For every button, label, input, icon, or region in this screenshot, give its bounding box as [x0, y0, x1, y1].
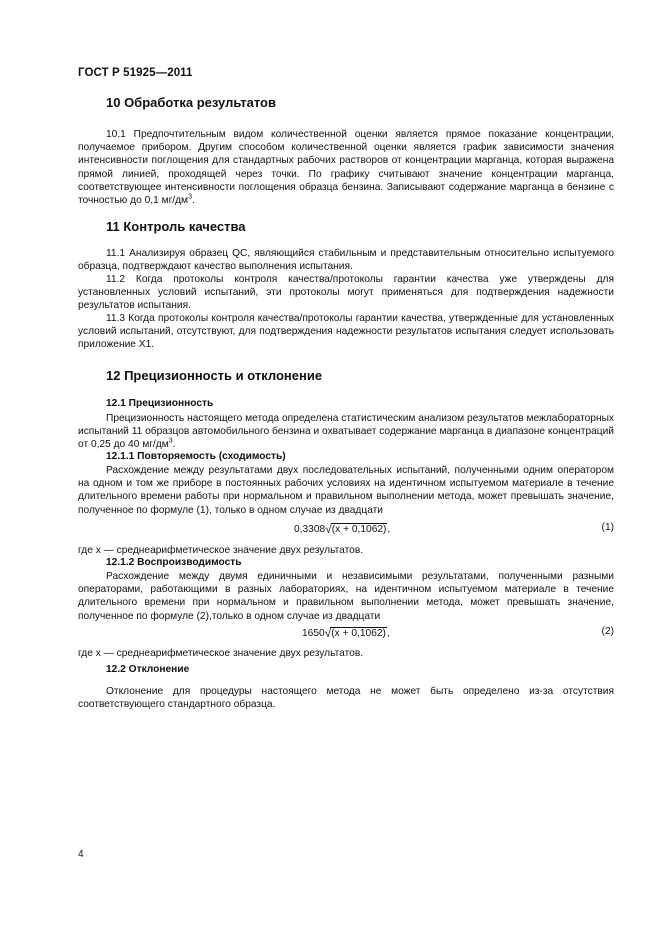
- paragraph-12-1-2: Расхождение между двумя единичными и независимыми результатами, полученными разными операторами, работающими в разных лабораториях, на идентичном испытуемом материале в течение длительного времени при нормальном и правильном выполнении метода, может превышать значение, полученное по формуле (2),только в одном случае из двадцати: [78, 571, 614, 622]
- formula-2: 1650√(x + 0,1062),: [302, 626, 390, 640]
- page-number: 4: [78, 849, 84, 860]
- subsection-12-1-2-title: 12.1.2 Воспроизводимость: [106, 557, 242, 568]
- where-clause-1: где x — среднеарифметическое значение двух результатов.: [78, 545, 364, 556]
- paragraph-10-1: 10.1 Предпочтительным видом количественной оценки является прямое показание концентрации, получаемое прибором. Другим способом количественной оценки является график зависимости значения интенсивности поглощения для стандартных рабочих растворов от концентрации марганца, которая выражена прямой линией, проходящей через точки. По графику считывают значение концентрации марганца, соответствующее интенсивности поглощения образца бензина. Записывают содержание марганца в бензине с точностью до 0,1 $мг/дм^3$.: [78, 129, 614, 207]
- paragraph-12-1: Прецизионность настоящего метода определена статистическим анализом результатов межлабораторных испытаний 11 образцов автомобильного бензина и охватывает содержание марганца в диапазоне концентраций от 0,25 до 40 $мг/дм^3$.: [78, 413, 614, 451]
- section-11-title: 11 Контроль качества: [106, 219, 246, 234]
- paragraph-11-1: 11.1 Анализируя образец QC, являющийся стабильным и представительным относительно испытуемого образца, подтверждают качество выполнения испытания.: [78, 248, 614, 273]
- subsection-12-1-1-title: 12.1.1 Повторяемость (сходимость): [106, 451, 286, 462]
- document-code: ГОСТ Р 51925—2011: [78, 67, 193, 79]
- section-12-title: 12 Прецизионность и отклонение: [106, 368, 323, 383]
- where-clause-2: где x — среднеарифметическое значение двух результатов.: [78, 648, 364, 659]
- formula-1: 0,3308√(x + 0,1062),: [294, 522, 391, 536]
- subsection-12-2-title: 12.2 Отклонение: [106, 664, 190, 675]
- formula-1-number: (1): [601, 522, 614, 533]
- paragraph-11-3: 11.3 Когда протоколы контроля качества/протоколы гарантии качества, утвержденные для установленных условий испытаний, отсутствуют, для подтверждения надежности результатов испытания следует использовать приложение Х1.: [78, 313, 614, 351]
- formula-2-number: (2): [601, 626, 614, 637]
- paragraph-12-1-1: Расхождение между результатами двух последовательных испытаний, полученными одним оператором на одном и том же приборе в постоянных рабочих условиях на идентичном испытуемом материале в течение длительного времени работы при нормальном и правильном выполнении метода, может превышать значение, полученное по формуле (1), только в одном случае из двадцати: [78, 465, 614, 516]
- paragraph-11-2: 11.2 Когда протоколы контроля качества/протоколы гарантии качества уже утверждены для установленных условий испытаний, эти протоколы могут применяться для подтверждения надежности результатов испытания.: [78, 274, 614, 312]
- subsection-12-1-title: 12.1 Прецизионность: [106, 398, 214, 409]
- paragraph-12-2: Отклонение для процедуры настоящего метода не может быть определено из-за отсутствия соответствующего стандартного образца.: [78, 686, 614, 711]
- section-10-title: 10 Обработка результатов: [106, 95, 276, 110]
